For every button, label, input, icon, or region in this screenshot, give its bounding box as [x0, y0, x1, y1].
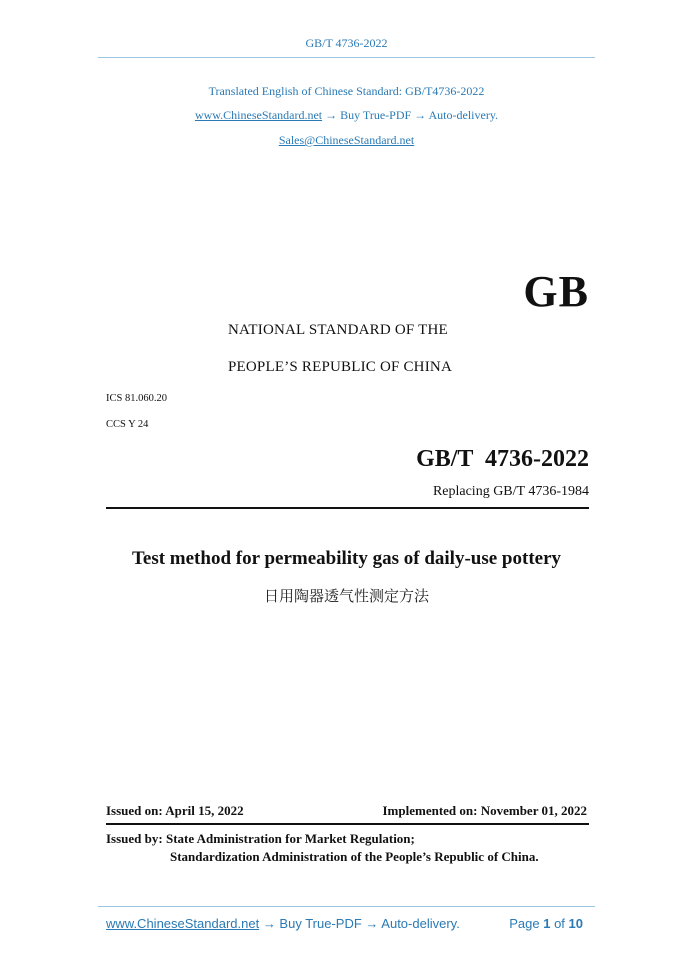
- footer-site-link[interactable]: www.ChineseStandard.net: [106, 916, 260, 931]
- document-title-en: Test method for permeability gas of daily-use pottery: [131, 548, 562, 569]
- page-indicator: [509, 916, 583, 931]
- national-standard-line-1: NATIONAL STANDARD OF THE: [228, 322, 448, 338]
- national-standard-line-2: PEOPLE’S REPUBLIC OF CHINA: [228, 359, 452, 375]
- footer-promo-rest: → Buy True-PDF → Auto-delivery.: [259, 916, 460, 931]
- standard-code: GB/T 4736-2022: [416, 446, 589, 472]
- replacing-note: Replacing GB/T 4736-1984: [432, 484, 589, 499]
- document-title-zh: 日用陶器透气性测定方法: [263, 587, 429, 605]
- title-divider: [106, 507, 589, 509]
- header-divider: [98, 57, 595, 58]
- promo-line-2: [0, 108, 693, 123]
- footer-promo: [106, 916, 460, 931]
- footer-divider: [98, 906, 595, 907]
- sales-email-link[interactable]: Sales@ChineseStandard.net: [278, 133, 415, 147]
- promo-line-2-rest: → Buy True-PDF → Auto-delivery.: [322, 108, 499, 122]
- ics-code: ICS 81.060.20: [106, 393, 167, 404]
- dates-divider: [106, 823, 589, 825]
- issued-on: Issued on: April 15, 2022: [106, 803, 244, 818]
- running-header: GB/T 4736-2022: [305, 36, 388, 50]
- site-link[interactable]: www.ChineseStandard.net: [194, 108, 323, 122]
- issued-by-line-2: Standardization Administration of the People’s Republic of China.: [170, 849, 539, 864]
- promo-line-1: Translated English of Chinese Standard: GB/T4736-2022: [208, 84, 485, 98]
- issued-by-line-1: Issued by: State Administration for Market Regulation;: [106, 831, 415, 846]
- page-current: 1: [543, 916, 551, 931]
- gb-logo: GB: [523, 267, 589, 316]
- page-total: 10: [568, 916, 583, 931]
- ccs-code: CCS Y 24: [106, 419, 149, 430]
- page-of-label: of: [554, 916, 565, 931]
- promo-line-3: [0, 133, 693, 148]
- page-label: Page: [509, 916, 540, 931]
- implemented-on: Implemented on: November 01, 2022: [382, 803, 587, 818]
